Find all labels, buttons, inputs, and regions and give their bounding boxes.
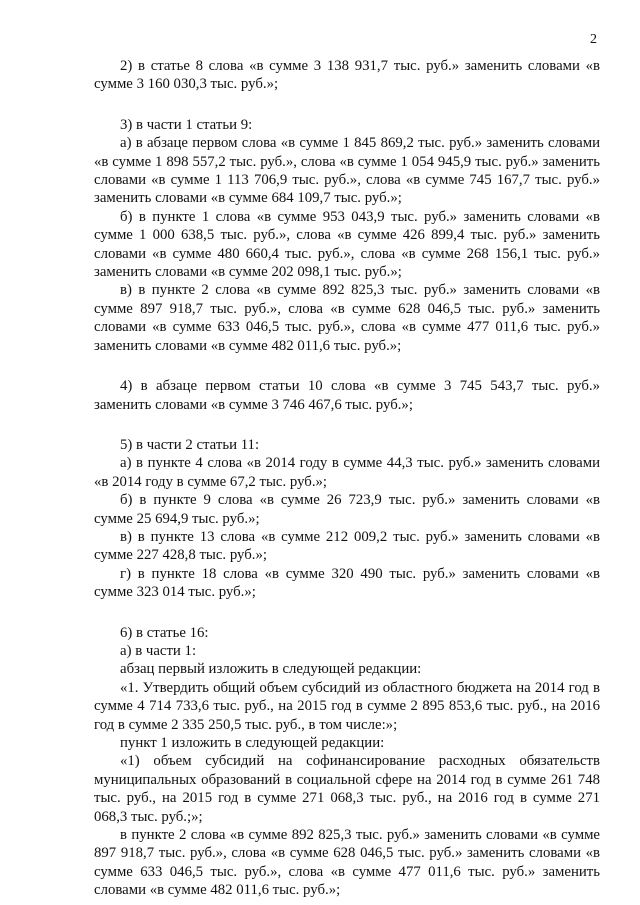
amendment-subitem-3a: а) в абзаце первом слова «в сумме 1 845 869,2 тыс. руб.» заменить словами «в сумме 1 898 557,2 тыс. руб.», слова «в сумме 1 054 945,9 тыс. руб.» заменить словами «в сумме 1 113 706,9 тыс. руб.», слова «в сумме 745 167,7 тыс. руб.» заменить словами «в сумме 684 109,7 тыс. руб.»;	[94, 135, 600, 207]
document-body	[94, 57, 600, 900]
amendment-item-6: 6) в статье 16:	[120, 624, 209, 641]
page-number: 2	[590, 32, 597, 47]
amendment-item-2: 2) в статье 8 слова «в сумме 3 138 931,7 тыс. руб.» заменить словами «в сумме 3 160 030,3 тыс. руб.»;	[94, 58, 600, 93]
amendment-subitem-3v: в) в пункте 2 слова «в сумме 892 825,3 тыс. руб.» заменить словами «в сумме 897 918,7 тыс. руб.», слова «в сумме 628 046,5 тыс. руб.» заменить словами «в сумме 633 046,5 тыс. руб.», слова «в сумме 477 011,6 тыс. руб.» заменить словами «в сумме 482 011,6 тыс. руб.»;	[94, 282, 600, 354]
amendment-subitem-5g: г) в пункте 18 слова «в сумме 320 490 тыс. руб.» заменить словами «в сумме 323 014 тыс. руб.»;	[94, 565, 600, 601]
amendment-item-4: 4) в абзаце первом статьи 10 слова «в сумме 3 745 543,7 тыс. руб.» заменить словами «в сумме 3 746 467,6 тыс. руб.»;	[94, 378, 600, 413]
amendment-quote: «1) объем субсидий на софинансирование расходных обязательств муниципальных образований в социальной сфере на 2014 год в сумме 261 748 тыс. руб., на 2015 год в сумме 271 068,3 тыс. руб., на 2016 год в сумме 271 068,3 тыс. руб.;»;	[94, 753, 600, 825]
amendment-subitem-5v: в) в пункте 13 слова «в сумме 212 009,2 тыс. руб.» заменить словами «в сумме 227 428,8 тыс. руб.»;	[94, 528, 600, 564]
amendment-instruction: в пункте 2 слова «в сумме 892 825,3 тыс. руб.» заменить словами «в сумме 897 918,7 тыс. руб.», слова «в сумме 628 046,5 тыс. руб.» заменить словами «в сумме 633 046,5 тыс. руб.», слова «в сумме 477 011,6 тыс. руб.» заменить словами «в сумме 482 011,6 тыс. руб.»;	[94, 827, 600, 899]
paragraph-spacer	[94, 414, 600, 436]
amendment-subitem-3b: б) в пункте 1 слова «в сумме 953 043,9 тыс. руб.» заменить словами «в сумме 1 000 638,5 тыс. руб.», слова «в сумме 426 899,4 тыс. руб.» заменить словами «в сумме 480 660,4 тыс. руб.», слова «в сумме 268 156,1 тыс. руб.» заменить словами «в сумме 202 098,1 тыс. руб.»;	[94, 208, 600, 281]
amendment-instruction: пункт 1 изложить в следующей редакции:	[120, 735, 385, 751]
amendment-instruction: абзац первый изложить в следующей редакции:	[120, 661, 422, 678]
paragraph-spacer	[94, 355, 600, 377]
amendment-item-5: 5) в части 2 статьи 11:	[120, 436, 260, 453]
paragraph-spacer	[94, 94, 600, 116]
amendment-subitem-6a: а) в части 1:	[120, 642, 197, 659]
paragraph-spacer	[94, 602, 600, 624]
amendment-item-3: 3) в части 1 статьи 9:	[120, 116, 253, 133]
amendment-quote: «1. Утвердить общий объем субсидий из областного бюджета на 2014 год в сумме 4 714 733,6 тыс. руб., на 2015 год в сумме 2 895 853,6 тыс. руб., на 2016 год в сумме 2 335 250,5 тыс. руб., в том числе:»;	[94, 679, 600, 733]
amendment-subitem-5b: б) в пункте 9 слова «в сумме 26 723,9 тыс. руб.» заменить словами «в сумме 25 694,9 тыс. руб.»;	[94, 492, 600, 527]
amendment-subitem-5a: а) в пункте 4 слова «в 2014 году в сумме 44,3 тыс. руб.» заменить словами «в 2014 году в сумме 67,2 тыс. руб.»;	[94, 455, 600, 490]
